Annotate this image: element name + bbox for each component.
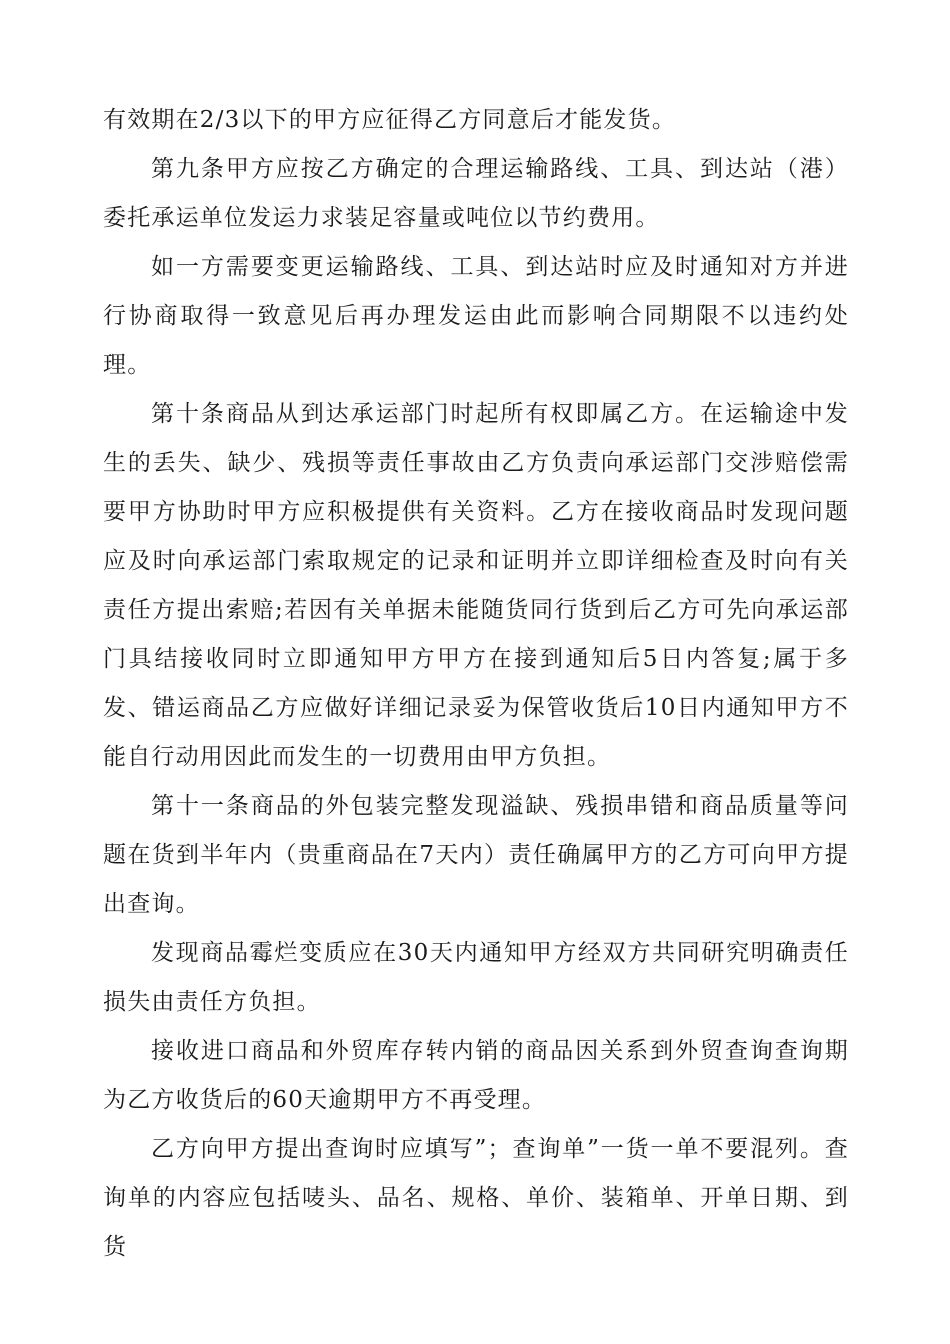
paragraph-import-goods: 接收进口商品和外贸库存转内销的商品因关系到外贸查询查询期为乙方收货后的60天逾期甲方不再受理。	[103, 1038, 849, 1113]
paragraph-1: 有效期在2/3以下的甲方应征得乙方同意后才能发货。	[103, 107, 677, 133]
paragraph-mildew: 发现商品霉烂变质应在30天内通知甲方经双方共同研究明确责任损失由责任方负担。	[103, 940, 849, 1015]
paragraph-article-10: 第十条商品从到达承运部门时起所有权即属乙方。在运输途中发生的丢失、缺少、残损等责任事故由乙方负责向承运部门交涉赔偿需要甲方协助时甲方应积极提供有关资料。乙方在接收商品时发现问题应及时向承运部门索取规定的记录和证明并立即详细检查及时向有关责任方提出索赔;若因有关单据未能随货同行货到后乙方可先向承运部门具结接收同时立即通知甲方甲方在接到通知后5日内答复;属于多发、错运商品乙方应做好详细记录妥为保管收货后10日内通知甲方不能自行动用因此而发生的一切费用由甲方负担。	[103, 401, 849, 770]
paragraph-query-form: 乙方向甲方提出查询时应填写”；查询单”一货一单不要混列。查询单的内容应包括唛头、品名、规格、单价、装箱单、开单日期、到货	[103, 1136, 849, 1260]
document-body	[103, 96, 849, 1272]
paragraph-article-9: 第九条甲方应按乙方确定的合理运输路线、工具、到达站（港）委托承运单位发运力求装足容量或吨位以节约费用。	[103, 156, 849, 231]
paragraph-article-11: 第十一条商品的外包装完整发现溢缺、残损串错和商品质量等问题在货到半年内（贵重商品在7天内）责任确属甲方的乙方可向甲方提出查询。	[103, 793, 849, 917]
paragraph-route-change: 如一方需要变更运输路线、工具、到达站时应及时通知对方并进行协商取得一致意见后再办理发运由此而影响合同期限不以违约处理。	[103, 254, 849, 378]
